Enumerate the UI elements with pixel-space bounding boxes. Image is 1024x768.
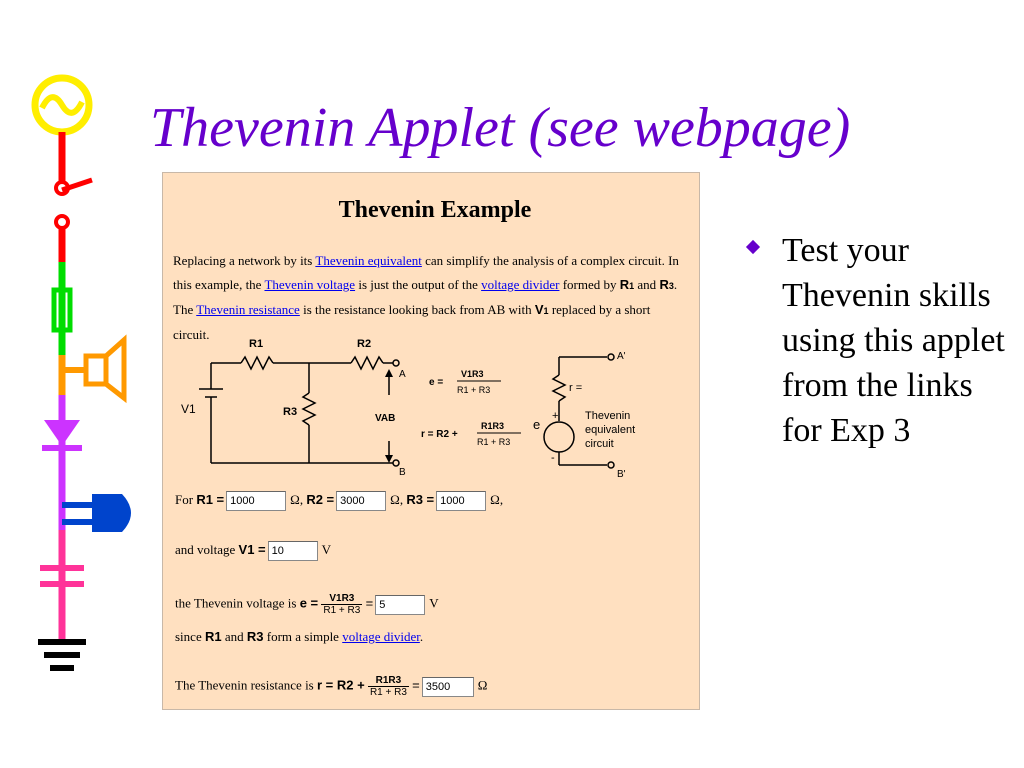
r3-input[interactable]: 1000 <box>436 491 486 511</box>
para-text: and <box>634 277 660 292</box>
since-text: since <box>175 629 202 644</box>
thev-label-line1: Thevenin <box>585 410 631 422</box>
r2-input[interactable]: 3000 <box>336 491 386 511</box>
thev-voltage-fraction <box>321 593 362 616</box>
resistor-r3-icon <box>303 393 315 425</box>
v1-symbol: V1 <box>534 302 549 317</box>
thevenin-voltage-row <box>175 593 439 616</box>
since-r3: R3 <box>246 629 264 644</box>
r2-label: R2 <box>357 338 372 350</box>
bullet-diamond-icon <box>746 240 760 254</box>
switch-contact2-icon <box>56 216 68 228</box>
para-text: can simplify the analysis of a complex circuit. In this example, the <box>173 253 679 292</box>
resistor-inputs-row <box>175 491 503 511</box>
r2-input-label: R2 = <box>306 491 335 507</box>
volt-unit: V <box>429 595 439 611</box>
e-label: e <box>533 417 541 432</box>
bullet-text: Test your Thevenin skills using this applet from the links for Exp 3 <box>782 232 1005 449</box>
node-a-prime-label: A' <box>617 351 626 362</box>
eq-e-lhs: e = <box>429 377 444 388</box>
ohm-unit: Ω <box>390 491 400 507</box>
thev-res-fraction <box>368 675 409 698</box>
frac-den: R1 + R3 <box>369 687 407 698</box>
thev-voltage-output[interactable]: 5 <box>375 595 425 615</box>
circuit-diagram <box>171 333 691 483</box>
diode-icon <box>44 420 80 446</box>
voltage-source-e-icon <box>544 422 574 452</box>
para-text: formed by <box>559 277 620 292</box>
v1-label: V1 <box>181 402 196 416</box>
eq-e-den: R1 + R3 <box>457 385 491 395</box>
thev-res-output[interactable]: 3500 <box>422 677 474 697</box>
speaker-body-icon <box>86 356 106 384</box>
node-a-label: A <box>399 369 406 380</box>
since-and: and <box>224 629 244 644</box>
ohm-unit: Ω <box>290 491 300 507</box>
decorative-circuit-strip <box>0 0 140 768</box>
ohm-unit: Ω <box>490 491 500 507</box>
equals: = <box>412 677 420 693</box>
for-label: For <box>175 491 194 507</box>
r1-symbol: R1 <box>619 277 635 292</box>
eq-r-den: R1 + R3 <box>477 437 511 447</box>
applet-title: Thevenin Example <box>338 197 532 223</box>
link-thevenin-resistance[interactable]: Thevenin resistance <box>196 302 300 317</box>
r1-label: R1 <box>249 338 264 350</box>
plus-label: + <box>552 410 559 422</box>
period: . <box>419 629 424 644</box>
resistor-r-thev-icon <box>553 375 565 401</box>
comma: , <box>499 491 504 507</box>
r3-input-label: R3 = <box>406 491 435 507</box>
since-r1: R1 <box>204 629 222 644</box>
r1-input[interactable]: 1000 <box>226 491 286 511</box>
since-text2: form a simple <box>266 629 339 644</box>
eq-e-num: V1R3 <box>461 369 484 379</box>
thev-voltage-label: the Thevenin voltage is <box>175 595 297 611</box>
voltage-input-row <box>175 541 331 561</box>
ohm-unit: Ω <box>477 677 488 693</box>
link-thevenin-voltage[interactable]: Thevenin voltage <box>264 277 356 292</box>
resistor-r2-icon <box>351 357 383 369</box>
slide-title: Thevenin Applet (see webpage) <box>150 97 851 159</box>
applet-screenshot <box>162 172 700 710</box>
voltage-label: and voltage <box>175 541 236 557</box>
equals: = <box>365 595 374 611</box>
v1-input[interactable]: 10 <box>268 541 318 561</box>
node-b-label: B <box>399 467 406 478</box>
v1-input-label: V1 = <box>238 541 266 557</box>
frac-num: V1R3 <box>321 593 362 605</box>
comma: , <box>299 491 304 507</box>
thevenin-resistance-row <box>175 675 487 698</box>
r-thev-label: r = <box>569 382 583 394</box>
vab-label: VAB <box>375 413 396 424</box>
para-text: . The <box>173 277 678 317</box>
r3-symbol: R3 <box>659 277 674 292</box>
thev-res-eq-lhs: r = R2 + <box>317 677 365 693</box>
link-thevenin-equivalent[interactable]: Thevenin equivalent <box>315 253 422 268</box>
volt-unit: V <box>321 541 332 557</box>
para-text: Replacing a network by its <box>173 253 316 268</box>
buzzer-body-icon <box>92 494 131 532</box>
minus-label: - <box>551 452 555 464</box>
para-text: is the resistance looking back from AB with <box>299 302 535 317</box>
frac-den: R1 + R3 <box>323 605 361 616</box>
comma: , <box>399 491 404 507</box>
eq-r-num: R1R3 <box>481 421 505 431</box>
node-b-prime-label: B' <box>617 469 626 480</box>
thev-label-line3: circuit <box>585 438 614 450</box>
ac-wave-icon <box>42 97 82 113</box>
frac-num: R1R3 <box>368 675 409 687</box>
thev-label-line2: equivalent <box>585 424 636 436</box>
link-voltage-divider-2[interactable]: voltage divider <box>342 629 420 644</box>
since-row <box>175 629 423 645</box>
para-text: replaced by a short circuit. <box>173 302 651 342</box>
r1-input-label: R1 = <box>196 491 225 507</box>
eq-r-lhs: r = R2 + <box>421 429 458 440</box>
resistor-r1-icon <box>241 357 273 369</box>
speaker-cone-icon <box>106 340 124 398</box>
thev-voltage-eq-lhs: e = <box>299 595 319 611</box>
thev-res-label: The Thevenin resistance is <box>175 677 314 693</box>
r3-label: R3 <box>283 406 298 418</box>
link-voltage-divider[interactable]: voltage divider <box>481 277 560 292</box>
para-text: is just the output of the <box>355 277 482 292</box>
